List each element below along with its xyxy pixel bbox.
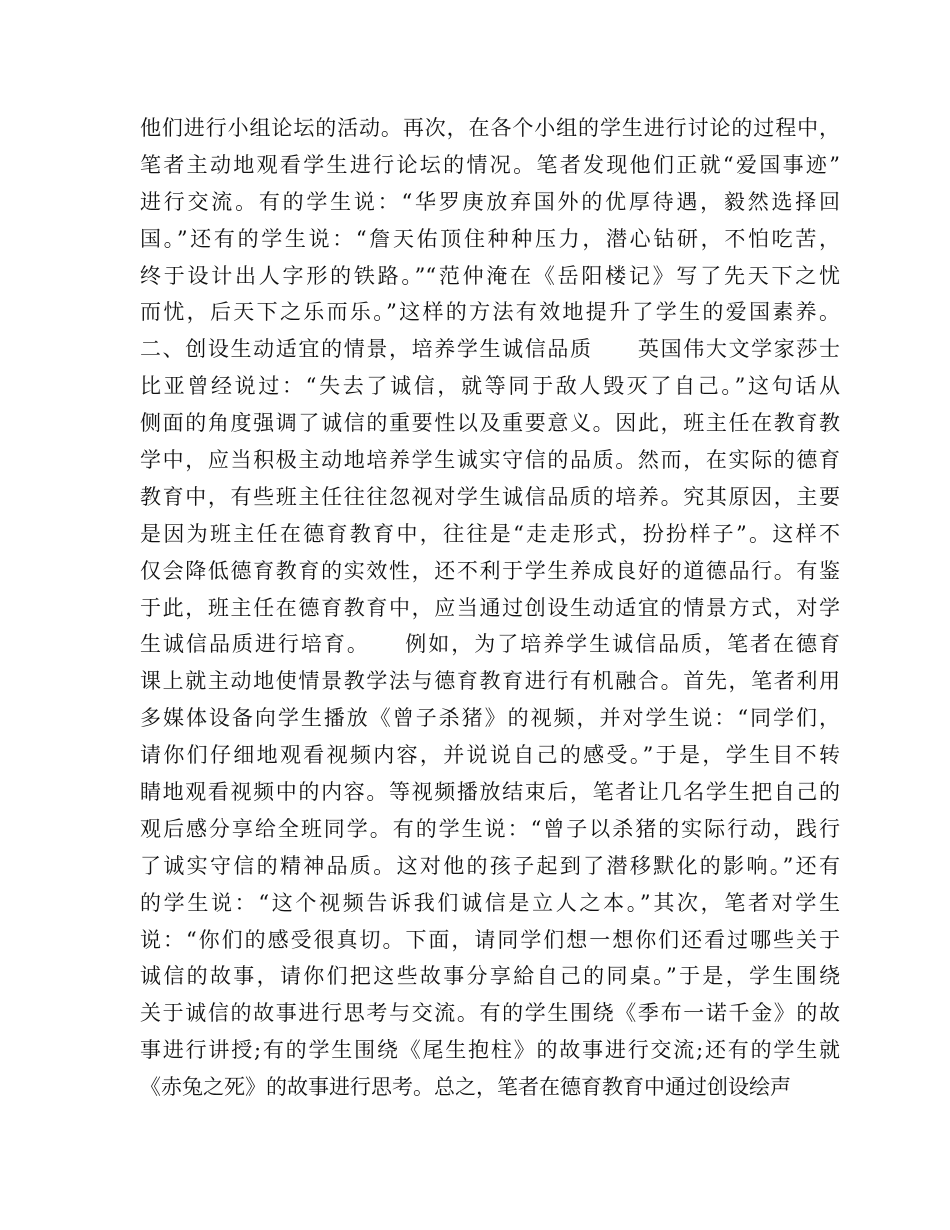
text-line: 是因为班主任在德育教育中，往往是“走走形式，扮扮样子”。这样不 [140,521,840,546]
text-line: 笔者主动地观看学生进行论坛的情况。笔者发现他们正就“爱国事迹” [140,152,840,177]
text-line: 二、创设生动适宜的情景，培养学生诚信品质 英国伟大文学家莎士 [140,337,840,362]
text-line: 侧面的角度强调了诚信的重要性以及重要意义。因此，班主任在教育教 [140,411,840,436]
text-line: 比亚曾经说过：“失去了诚信，就等同于敌人毁灭了自己。”这句话从 [140,374,840,399]
text-line: 请你们仔细地观看视频内容，并说说自己的感受。”于是，学生目不转 [140,743,840,768]
text-line: 关于诚信的故事进行思考与交流。有的学生围绕《季布一诺千金》的故 [140,1001,840,1026]
text-line: 终于设计出人字形的铁路。”“范仲淹在《岳阳楼记》写了先天下之忧 [140,263,840,288]
text-line: 进行交流。有的学生说：“华罗庚放弃国外的优厚待遇，毅然选择回 [140,189,840,214]
text-line: 教育中，有些班主任往往忽视对学生诚信品质的培养。究其原因，主要 [140,484,840,509]
text-line: 了诚实守信的精神品质。这对他的孩子起到了潜移默化的影响。”还有 [140,853,840,878]
text-line: 生诚信品质进行培育。 例如，为了培养学生诚信品质，笔者在德育 [140,632,840,657]
text-line: 诚信的故事，请你们把这些故事分享給自己的同桌。”于是，学生围绕 [140,964,840,989]
text-line: 观后感分享给全班同学。有的学生说：“曾子以杀猪的实际行动，践行 [140,816,840,841]
text-line: 于此，班主任在德育教育中，应当通过创设生动适宜的情景方式，对学 [140,595,840,620]
text-line: 事进行讲授;有的学生围绕《尾生抱柱》的故事进行交流;还有的学生就 [140,1038,840,1063]
text-line: 而忧，后天下之乐而乐。”这样的方法有效地提升了学生的爱国素养。 [140,300,840,325]
text-line: 的学生说：“这个视频告诉我们诚信是立人之本。”其次，笔者对学生 [140,890,840,915]
text-line: 他们进行小组论坛的活动。再次，在各个小组的学生进行讨论的过程中， [140,116,840,140]
text-line: 课上就主动地使情景教学法与德育教育进行有机融合。首先，笔者利用 [140,669,840,694]
text-line: 国。”还有的学生说：“詹天佑顶住种种压力，潜心钻研，不怕吃苦， [140,226,840,251]
body-text [140,110,840,1106]
text-line: 《赤兔之死》的故事进行思考。总之，笔者在德育教育中通过创设绘声 [140,1075,791,1100]
text-line: 睛地观看视频中的内容。等视频播放结束后，笔者让几名学生把自己的 [140,780,840,805]
text-line: 说：“你们的感受很真切。下面，请同学们想一想你们还看过哪些关于 [140,927,840,952]
text-line: 仅会降低德育教育的实效性，还不利于学生养成良好的道德品行。有鉴 [140,558,840,583]
text-line: 多媒体设备向学生播放《曾子杀猪》的视频，并对学生说：“同学们， [140,706,840,731]
text-line: 学中，应当积极主动地培养学生诚实守信的品质。然而，在实际的德育 [140,448,840,473]
